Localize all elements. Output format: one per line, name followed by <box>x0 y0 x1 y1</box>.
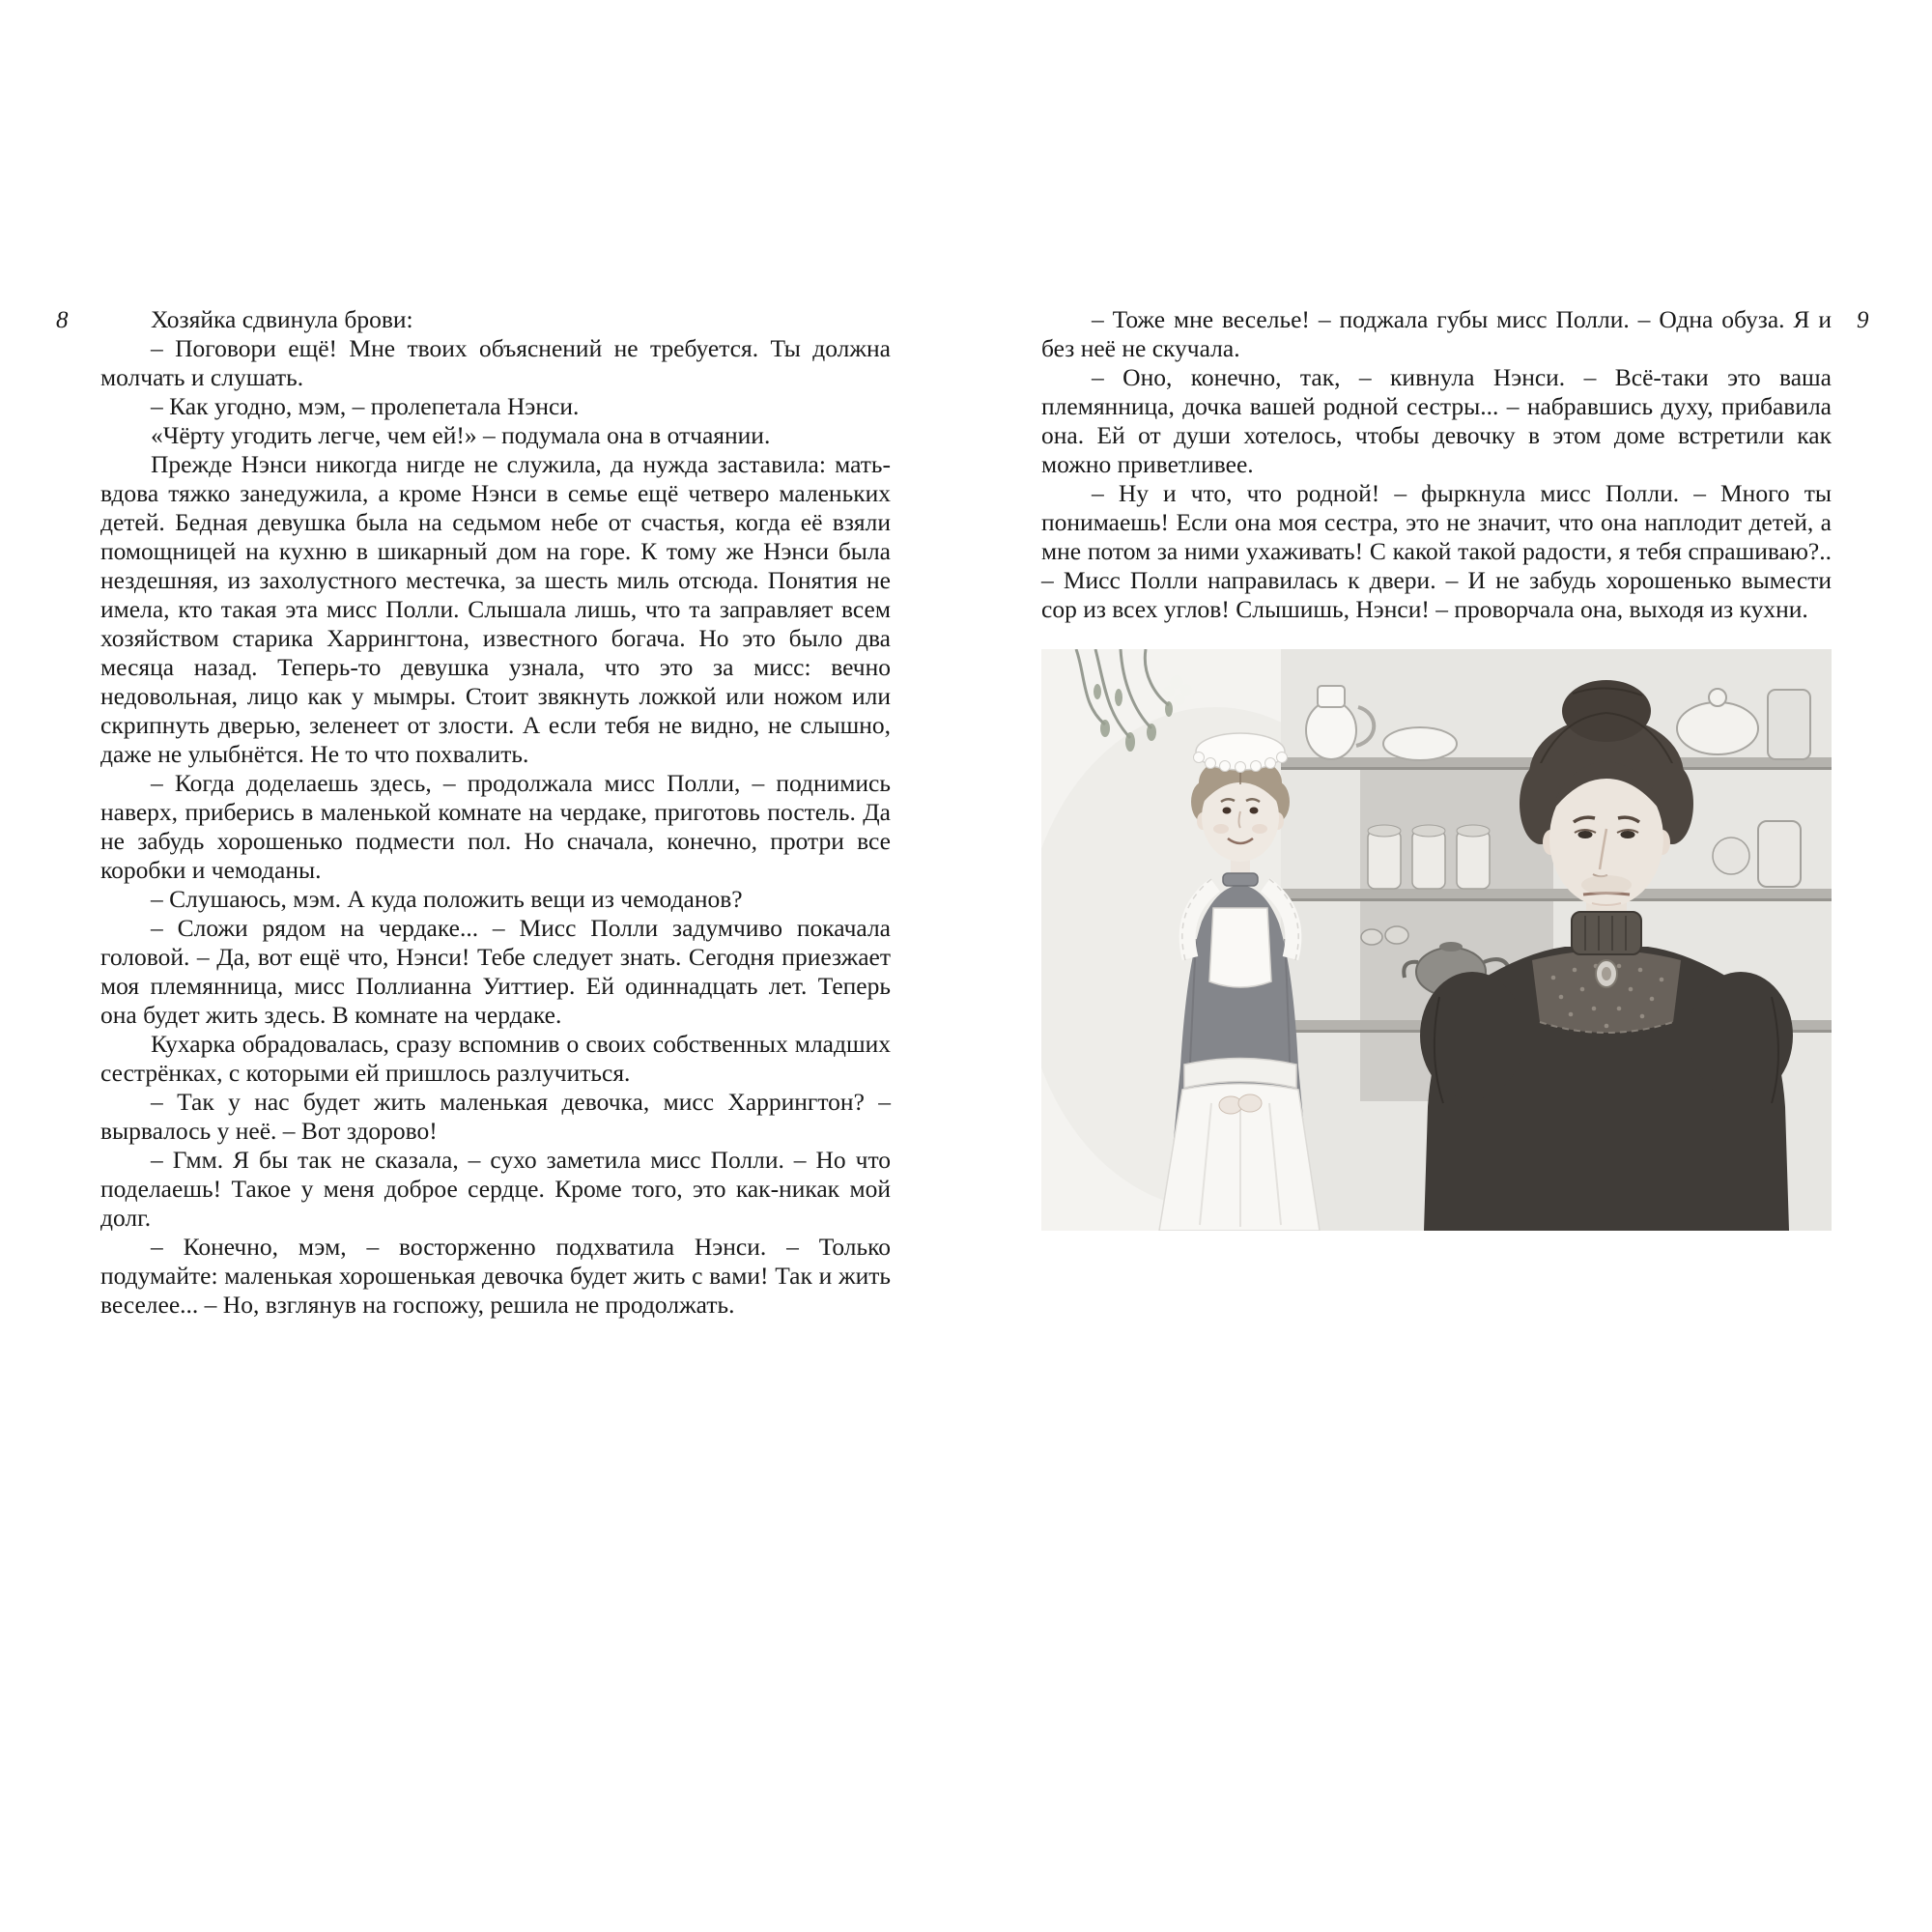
maid-cap <box>1194 733 1288 773</box>
bowl <box>1383 727 1457 760</box>
high-collar <box>1572 912 1641 954</box>
paragraph: – Оно, конечно, так, – кивнула Нэнси. – Всё-таки это ваша племянница, дочка вашей родной сестры... – набравшись духу, прибавила она. Ей от души хотелось, чтобы девочку в этом доме встретили как можно приветливее. <box>1041 363 1832 478</box>
paragraph: – Поговори ещё! Мне твоих объяснений не требуется. Ты должна молчать и слушать. <box>100 334 891 391</box>
paragraph: – Сложи рядом на чердаке... – Мисс Полли задумчиво покачала головой. – Да, вот ещё что, Нэнси! Тебе следует знать. Сегодня приезжает моя племянница, мисс Поллианна Уиттиер. Ей одиннадцать лет. Теперь она будет жить здесь. В комнате на чердаке. <box>100 914 891 1029</box>
paragraph: – Конечно, мэм, – восторженно подхватила Нэнси. – Только подумайте: маленькая хорошенькая девочка будет жить с вами! Так и жить веселее... – Но, взглянув на госпожу, решила не продолжать. <box>100 1233 891 1319</box>
paragraph: – Так у нас будет жить маленькая девочка, мисс Харрингтон? – вырвалось у неё. – Вот здорово! <box>100 1088 891 1145</box>
paragraph: Хозяйка сдвинула брови: <box>151 305 413 333</box>
paragraph: – Когда доделаешь здесь, – продолжала мисс Полли, – поднимись наверх, приберись в маленькой комнате на чердаке, приготовь постель. Да не забудь хорошенько подмести пол. Но сначала, конечно, протри все коробки и чемоданы. <box>100 769 891 884</box>
apron-bib <box>1209 908 1271 987</box>
paragraph: Прежде Нэнси никогда нигде не служила, да нужда заставила: мать-вдова тяжко занедужила, а кроме Нэнси в семье ещё четверо маленьких детей. Бедная девушка была на седьмом небе от счастья, когда её взяли помощницей на кухню в шикарный дом на горе. К тому же Нэнси была нездешняя, из захолустного местечка, за шесть миль отсюда. Понятия не имела, кто такая эта мисс Полли. Слышала лишь, что та заправляет всем хозяйством старика Харрингтона, известного богача. Но это было два месяца назад. Теперь-то девушка узнала, что это за мисс: вечно недовольная, лицо как у мымры. Стоит звякнуть ложкой или ножом или скрипнуть дверью, зеленеет от злости. А если тебя не видно, не слышно, даже не улыбнётся. Не то что похвалить. <box>100 450 891 768</box>
page-number-right: 9 <box>1857 307 1869 333</box>
page-number-left: 8 <box>56 307 69 333</box>
hair-bun <box>1562 680 1651 742</box>
collar <box>1223 873 1258 886</box>
text-column-left <box>100 305 891 1320</box>
paragraph: – Слушаюсь, мэм. А куда положить вещи из чемоданов? <box>151 885 743 913</box>
paragraph: «Чёрту угодить легче, чем ей!» – подумала она в отчаянии. <box>151 421 771 449</box>
kitchen-illustration <box>1041 649 1832 1231</box>
text-column-right <box>1041 305 1832 1231</box>
paragraph: – Тоже мне веселье! – поджала губы мисс Полли. – Одна обуза. Я и без неё не скучала. <box>1041 305 1832 362</box>
canister <box>1768 690 1810 759</box>
paragraph: – Ну и что, что родной! – фыркнула мисс Полли. – Много ты понимаешь! Если она моя сестра, это не значит, что она наплодит детей, а мне потом за ними ухаживать! С какой такой радости, я тебя спрашиваю?.. – Мисс Полли направилась к двери. – И не забудь хорошенько вымести сор из всех углов! Слышишь, Нэнси! – проворчала она, выходя из кухни. <box>1041 479 1832 623</box>
paragraph: Кухарка обрадовалась, сразу вспомнив о своих собственных младших сестрёнках, с которыми ей пришлось разлучиться. <box>100 1030 891 1087</box>
paragraph: – Как угодно, мэм, – пролепетала Нэнси. <box>151 392 580 420</box>
paragraph: – Гмм. Я бы так не сказала, – сухо заметила мисс Полли. – Но что поделаешь! Такое у меня доброе сердце. Кроме того, это как-никак мой долг. <box>100 1146 891 1232</box>
illustration <box>1041 649 1832 1231</box>
